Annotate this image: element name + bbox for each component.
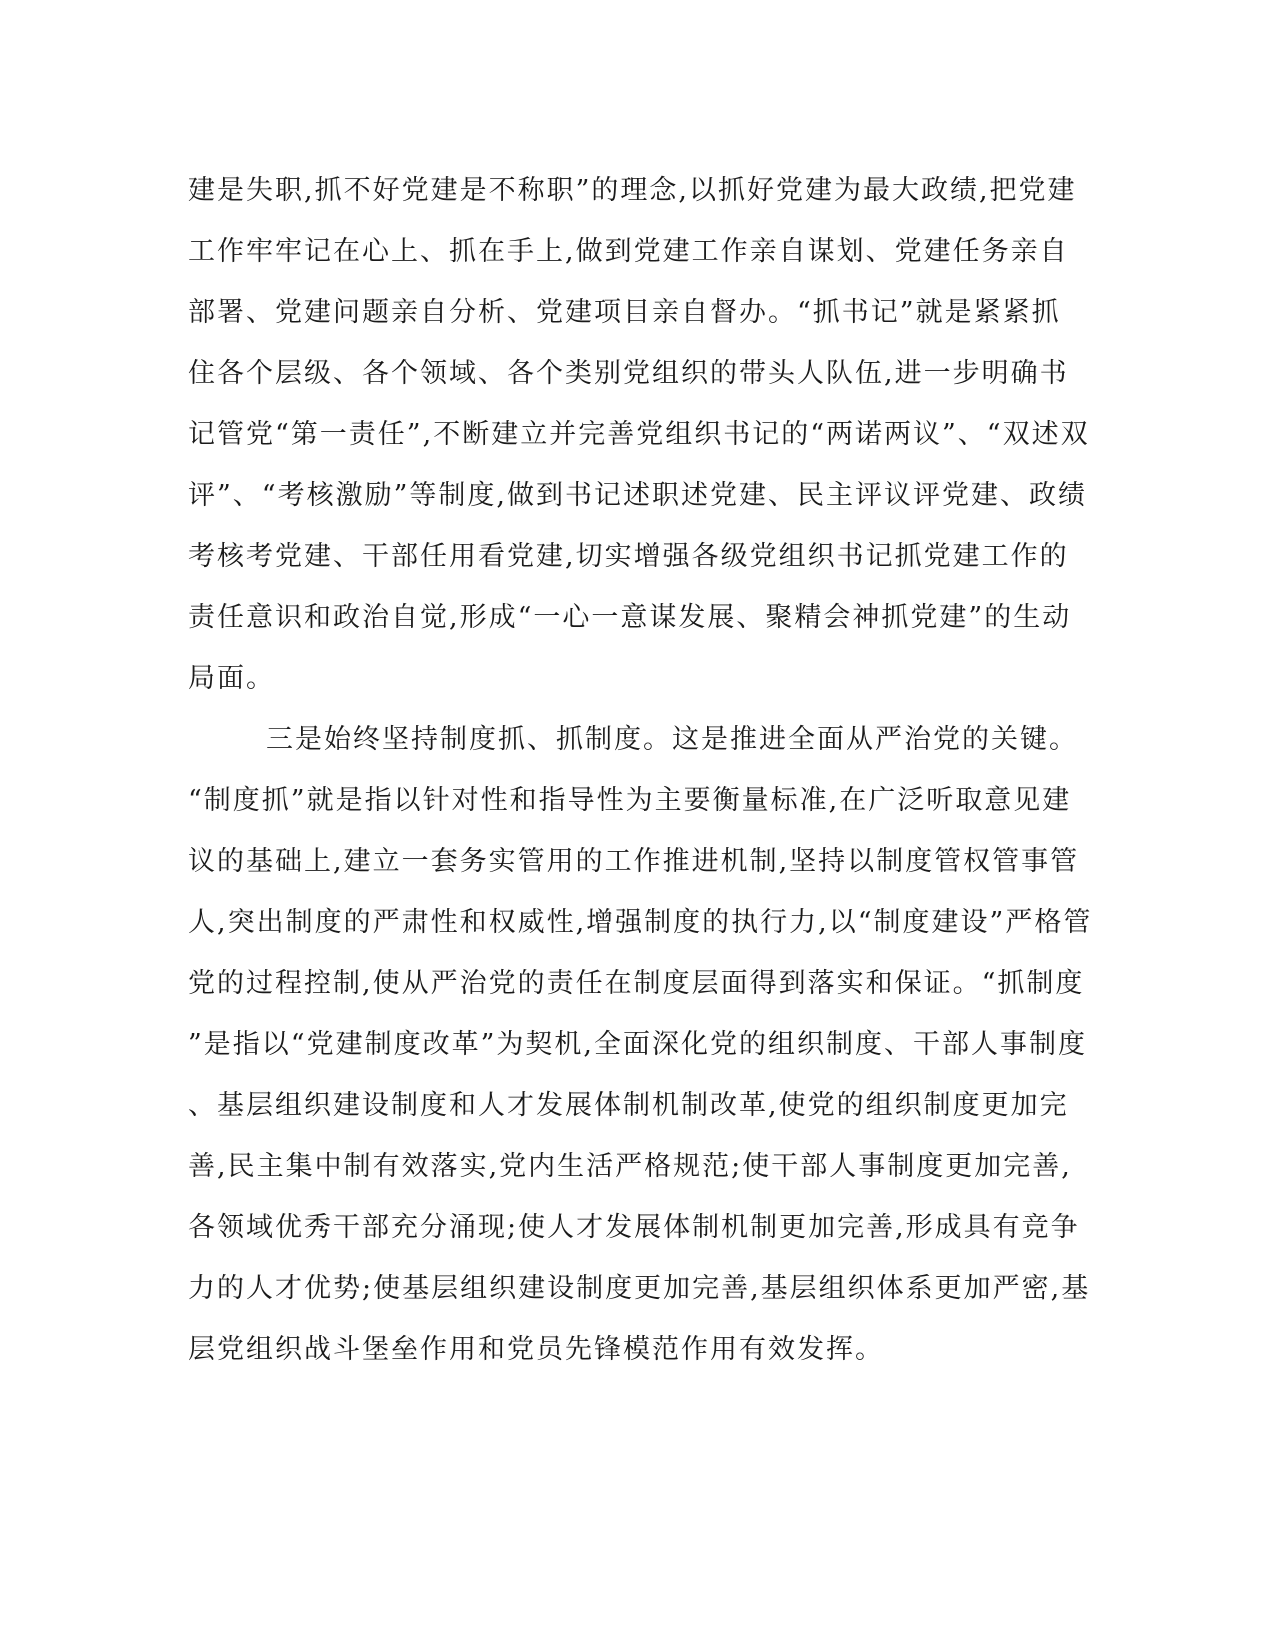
paragraph-line: 人,突出制度的严肃性和权威性,增强制度的执行力,以“制度建设”严格管 bbox=[188, 907, 1093, 938]
paragraph-line: 三是始终坚持制度抓、抓制度。这是推进全面从严治党的关键。 bbox=[266, 724, 1078, 755]
paragraph-line: 部署、党建问题亲自分析、党建项目亲自督办。“抓书记”就是紧紧抓 bbox=[188, 297, 1061, 328]
paragraph-line: 局面。 bbox=[188, 663, 275, 694]
paragraph-line: 议的基础上,建立一套务实管用的工作推进机制,坚持以制度管权管事管 bbox=[188, 846, 1080, 877]
paragraph-line: 评”、“考核激励”等制度,做到书记述职述党建、民主评议评党建、政绩 bbox=[188, 480, 1087, 511]
paragraph-2 bbox=[188, 709, 1093, 1380]
paragraph-line: 记管党“第一责任”,不断建立并完善党组织书记的“两诺两议”、“双述双 bbox=[188, 419, 1090, 450]
paragraph-line: “制度抓”就是指以针对性和指导性为主要衡量标准,在广泛听取意见建 bbox=[188, 785, 1072, 816]
paragraph-1 bbox=[188, 160, 1088, 709]
paragraph-line: 各领域优秀干部充分涌现;使人才发展体制机制更加完善,形成具有竞争 bbox=[188, 1212, 1080, 1243]
paragraph-line: 责任意识和政治自觉,形成“一心一意谋发展、聚精会神抓党建”的生动 bbox=[188, 602, 1072, 633]
paragraph-line: 力的人才优势;使基层组织建设制度更加完善,基层组织体系更加严密,基 bbox=[188, 1273, 1091, 1304]
paragraph-line: 考核考党建、干部任用看党建,切实增强各级党组织书记抓党建工作的 bbox=[188, 541, 1069, 572]
paragraph-line: 工作牢牢记在心上、抓在手上,做到党建工作亲自谋划、党建任务亲自 bbox=[188, 236, 1069, 267]
paragraph-line: ”是指以“党建制度改革”为契机,全面深化党的组织制度、干部人事制度 bbox=[188, 1029, 1087, 1060]
paragraph-line: 建是失职,抓不好党建是不称职”的理念,以抓好党建为最大政绩,把党建 bbox=[188, 175, 1077, 206]
paragraph-line: 党的过程控制,使从严治党的责任在制度层面得到落实和保证。“抓制度 bbox=[188, 968, 1085, 999]
paragraph-line: 、基层组织建设制度和人才发展体制机制改革,使党的组织制度更加完 bbox=[188, 1090, 1069, 1121]
paragraph-line: 层党组织战斗堡垒作用和党员先锋模范作用有效发挥。 bbox=[188, 1334, 884, 1365]
document-body bbox=[188, 160, 1093, 1380]
paragraph-line: 善,民主集中制有效落实,党内生活严格规范;使干部人事制度更加完善, bbox=[188, 1151, 1072, 1182]
paragraph-line: 住各个层级、各个领域、各个类别党组织的带头人队伍,进一步明确书 bbox=[188, 358, 1069, 389]
